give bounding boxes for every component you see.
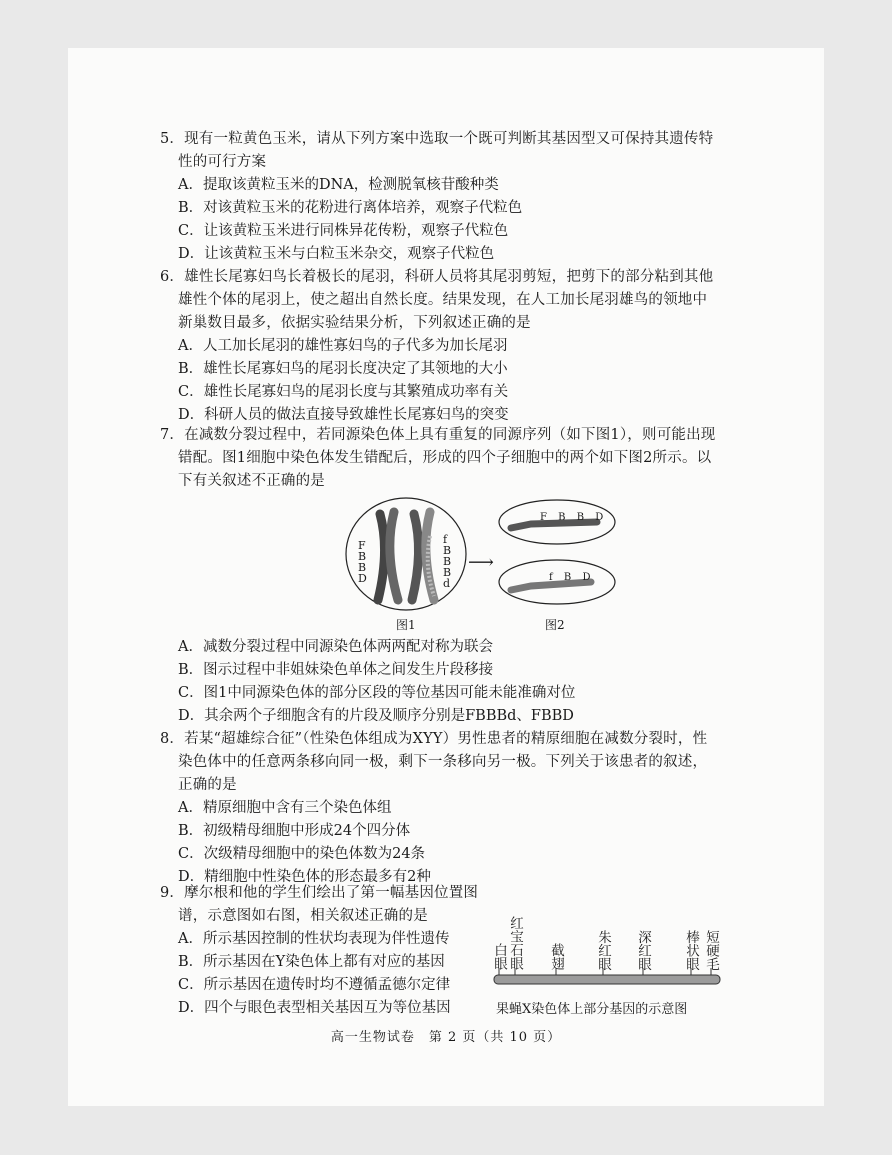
- gene-label: D: [595, 512, 608, 523]
- gene-label: B: [558, 512, 570, 523]
- option-a: A．提取该黄粒玉米的DNA，检测脱氧核苷酸种类: [178, 177, 499, 193]
- option-d: D．科研人员的做法直接导致雄性长尾寡妇鸟的突变: [178, 407, 509, 423]
- gene-label: D: [358, 572, 367, 585]
- option-b: B．所示基因在Y染色体上都有对应的基因: [178, 954, 445, 970]
- figure-2-caption: 图2: [545, 618, 565, 632]
- gene-bar-eye: 棒状眼: [683, 929, 699, 970]
- gene-labels: [488, 904, 728, 970]
- question-stem: 8．若某“超雄综合征”（性染色体组成为XYY）男性患者的精原细胞在减数分裂时，性染色体中的任意两条移向同一极，剩下一条移向另一极。下列关于该患者的叙述，正确的是: [160, 731, 708, 793]
- question-9: [160, 882, 490, 1020]
- option-a: A．减数分裂过程中同源染色体两两配对称为联会: [178, 639, 493, 655]
- option-c: C．图1中同源染色体的部分区段的等位基因可能未能准确对位: [178, 685, 576, 701]
- option-a: A．人工加长尾羽的雄性寡妇鸟的子代多为加长尾羽: [178, 338, 508, 354]
- gene-ruby-eye: 红宝石眼: [507, 916, 523, 970]
- gene-label: B: [443, 555, 452, 568]
- figure-2-top-labels: [540, 512, 607, 523]
- option-c: C．所示基因在遗传时均不遵循孟德尔定律: [178, 977, 451, 993]
- page-footer: 高一生物试卷 第 2 页（共 10 页）: [330, 1030, 562, 1045]
- gene-label: F: [540, 512, 551, 523]
- question-5: [160, 128, 720, 266]
- question-7-options: [160, 636, 720, 728]
- option-c: C．次级精母细胞中的染色体数为24条: [178, 846, 426, 862]
- gene-label: B: [563, 572, 576, 583]
- option-b: B．图示过程中非姐妹染色单体之间发生片段移接: [178, 662, 494, 678]
- option-d: D．让该黄粒玉米与白粒玉米杂交，观察子代粒色: [178, 246, 495, 262]
- gene-label: B: [443, 544, 452, 557]
- figure-2-bottom-labels: [549, 572, 594, 583]
- gene-label: f: [443, 533, 448, 546]
- arrow-icon: ⟶: [468, 552, 494, 573]
- figure-1: [342, 496, 472, 636]
- gene-bristle: 短硬毛: [703, 929, 719, 970]
- gene-label: B: [443, 566, 452, 579]
- option-d: D．其余两个子细胞含有的片段及顺序分别是FBBBd、FBBD: [178, 708, 574, 724]
- figure-1-right-labels: [443, 534, 451, 589]
- figure-2: [497, 498, 617, 630]
- question-6: [160, 266, 720, 427]
- option-d: D．精细胞中性染色体的形态最多有2种: [178, 869, 431, 885]
- question-stem: 7．在减数分裂过程中，若同源染色体上具有重复的同源序列（如下图1），则可能出现错配。图1细胞中染色体发生错配后，形成的四个子细胞中的两个如下图2所示。以下有关叙述不正确的是: [160, 427, 716, 489]
- question-stem: 5．现有一粒黄色玉米，请从下列方案中选取一个既可判断其基因型又可保持其遗传特性的可行方案: [160, 131, 714, 170]
- gene-map-caption: 果蝇X染色体上部分基因的示意图: [496, 1002, 688, 1017]
- option-b: B．初级精母细胞中形成24个四分体: [178, 823, 411, 839]
- gene-label: d: [443, 577, 451, 590]
- question-stem: 9．摩尔根和他的学生们绘出了第一幅基因位置图谱，示意图如右图，相关叙述正确的是: [160, 885, 479, 924]
- question-stem: 6．雄性长尾寡妇鸟长着极长的尾羽，科研人员将其尾羽剪短，把剪下的部分粘到其他雄性个体的尾羽上，使之超出自然长度。结果发现，在人工加长尾羽雄鸟的领地中新巢数目最多，依据实验结果分析，下列叙述正确的是: [160, 269, 714, 331]
- figure-1-left-labels: [358, 540, 367, 584]
- gene-label: B: [358, 561, 367, 574]
- option-a: A．所示基因控制的性状均表现为伴性遗传: [178, 931, 450, 947]
- gene-vermilion-eye: 朱红眼: [595, 929, 611, 970]
- gene-label: B: [358, 550, 367, 563]
- gene-garnet-eye: 深红眼: [635, 929, 651, 970]
- figure-1-caption: 图1: [396, 618, 416, 632]
- option-d: D．四个与眼色表型相关基因互为等位基因: [178, 1000, 451, 1016]
- option-a: A．精原细胞中含有三个染色体组: [178, 800, 392, 816]
- option-b: B．对该黄粒玉米的花粉进行离体培养，观察子代粒色: [178, 200, 523, 216]
- question-7: [160, 424, 720, 493]
- gene-cut-wing: 截翅: [548, 943, 564, 970]
- gene-label: B: [576, 512, 589, 523]
- gene-map-figure: [488, 904, 728, 1024]
- option-c: C．让该黄粒玉米进行同株异花传粉，观察子代粒色: [178, 223, 509, 239]
- gene-label: D: [582, 572, 595, 583]
- option-b: B．雄性长尾寡妇鸟的尾羽长度决定了其领地的大小: [178, 361, 508, 377]
- option-c: C．雄性长尾寡妇鸟的尾羽长度与其繁殖成功率有关: [178, 384, 509, 400]
- question-8: [160, 728, 720, 889]
- gene-label: f: [549, 572, 557, 583]
- gene-white-eye: 白眼: [491, 943, 507, 970]
- chromosome-bar: [488, 968, 728, 990]
- gene-label: F: [358, 539, 366, 552]
